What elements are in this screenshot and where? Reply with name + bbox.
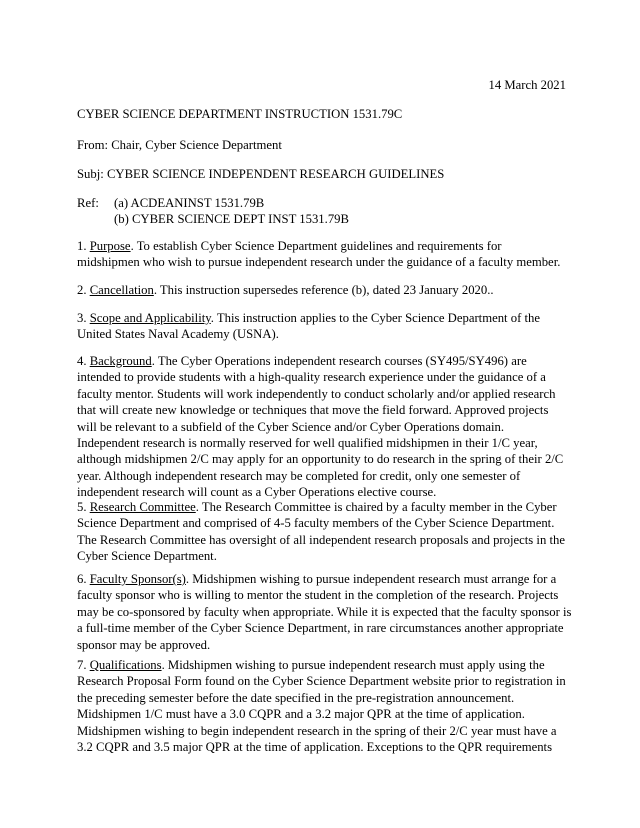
section-background: 4. Background. The Cyber Operations independent research courses (SY495/SY496) are intended to provide students with a high-quality research experience under the guidance of a faculty mentor. Students will work independently to conduct scholarly and/or applied research that will create new knowledge or techniques that move the field forward. Approved projects will be relevant to a subfield of the Cyber Science and/or Cyber Operations domain. Independent research is normally reserved for well qualified midshipmen in their 1/C year, although midshipmen 2/C may apply for an opportunity to do research in the spring of their 2/C year. Although independent research may be completed for credit, only one semester of independent research will count as a Cyber Operations elective course. (77, 354, 564, 500)
section-heading: Research Committee (89, 500, 196, 514)
references (77, 195, 577, 228)
section-cancellation: 2. Cancellation. This instruction supersedes reference (b), dated 23 January 2020.. (77, 283, 494, 297)
ref-b: (b) CYBER SCIENCE DEPT INST 1531.79B (114, 212, 349, 227)
ref-label: Ref: (77, 196, 99, 210)
section-scope: 3. Scope and Applicability. This instruction applies to the Cyber Science Department of the United States Naval Academy (USNA). (77, 311, 540, 342)
section-heading: Background (89, 354, 152, 368)
instruction-title: CYBER SCIENCE DEPARTMENT INSTRUCTION 1531.79C (77, 107, 403, 121)
section-qualifications: 7. Qualifications. Midshipmen wishing to pursue independent research must apply using the Research Proposal Form found on the Cyber Science Department website prior to registration in the preceding semester before the date specified in the pre-registration announcement. Midshipmen 1/C must have a 3.0 CQPR and a 3.2 major QPR at the time of application. Midshipmen wishing to begin independent research in the spring of their 2/C year must have a 3.2 CQPR and 3.5 major QPR at the time of application. Exceptions to the QPR requirements (77, 658, 566, 755)
ref-a: (a) ACDEANINST 1531.79B (114, 196, 265, 210)
document-date: 14 March 2021 (488, 78, 566, 92)
section-research-committee: 5. Research Committee. The Research Committee is chaired by a faculty member in the Cyber Science Department and comprised of 4-5 faculty members of the Cyber Science Department. The Research Committee has oversight of all independent research proposals and projects in the Cyber Science Department. (77, 500, 565, 564)
subject-line: Subj: CYBER SCIENCE INDEPENDENT RESEARCH GUIDELINES (77, 167, 445, 181)
section-heading: Qualifications (89, 658, 162, 672)
section-faculty-sponsor: 6. Faculty Sponsor(s). Midshipmen wishing to pursue independent research must arrange for a faculty sponsor who is willing to mentor the student in the completion of the research. Projects may be co-sponsored by faculty when appropriate. While it is expected that the faculty sponsor is a full-time member of the Cyber Science Department, in rare circumstances another appropriate sponsor may be approved. (77, 572, 572, 652)
section-heading: Purpose (89, 239, 131, 253)
from-line: From: Chair, Cyber Science Department (77, 138, 282, 152)
section-purpose: 1. Purpose. To establish Cyber Science Department guidelines and requirements for midshipmen who wish to pursue independent research under the guidance of a faculty member. (77, 239, 561, 270)
section-heading: Cancellation (89, 283, 154, 297)
section-heading: Scope and Applicability (89, 311, 211, 325)
section-heading: Faculty Sponsor(s) (89, 572, 186, 586)
